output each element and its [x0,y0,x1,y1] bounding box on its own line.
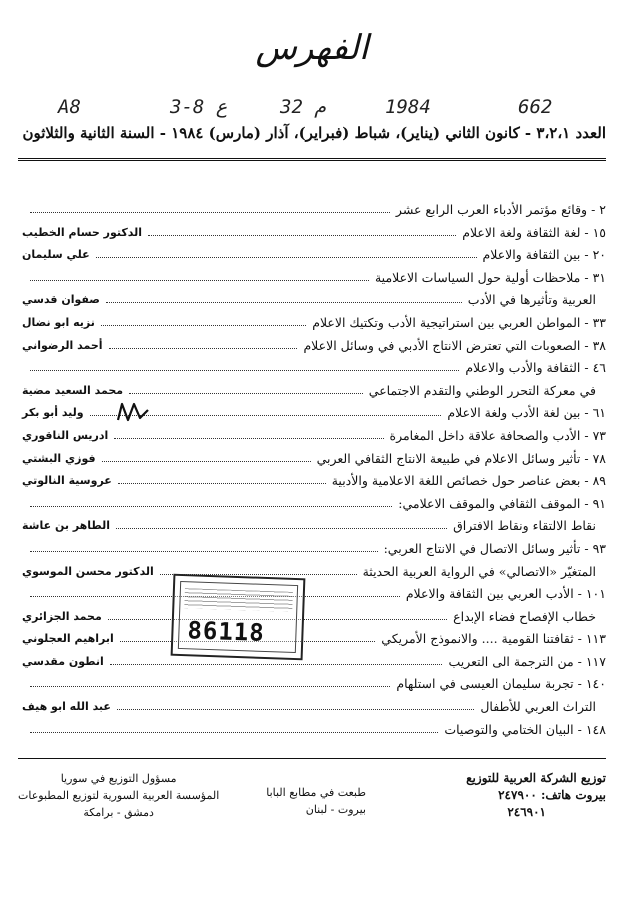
toc-leader-dots [30,551,378,552]
toc-entry-title: التراث العربي للأطفال [480,699,596,715]
toc-leader-dots [118,483,326,484]
toc-entry [22,674,606,697]
toc-entry-author: ادريس الناقوري [22,428,109,442]
handwritten-issue-ref: 3-8 ع [170,96,228,118]
toc-entry [22,223,606,246]
footer-distribution [466,770,606,821]
toc-entry-title: ٧٨ - تأثير وسائل الاعلام في طبيعة الانتاج الثقافي العربي [316,450,606,466]
toc-leader-dots [30,686,390,687]
toc-leader-dots [114,438,384,439]
toc-entry-author: الدكتور حسام الخطيب [22,225,143,239]
toc-entry [22,358,606,381]
toc-leader-dots [30,280,369,281]
footer-line: بيروت هاتف: ٢٤٧٩٠٠ [498,788,606,802]
toc-entry [22,268,606,291]
handwritten-page-number: A8 [58,96,81,118]
toc-entry-author: صفوان قدسي [22,293,100,307]
toc-entry-title: العربية وتأثيرها في الأدب [467,292,596,308]
toc-entry-author: محمد السعيد مضية [22,383,124,397]
toc-entry [22,697,606,720]
stamp-text-lines [184,588,293,612]
toc-entry-author: علي سليمان [22,248,90,262]
toc-leader-dots [117,709,474,710]
toc-entry-author: فوزي البشتي [22,451,96,465]
toc-leader-dots [30,732,438,733]
footer-line: مسؤول التوزيع في سوريا [60,772,177,785]
toc-leader-dots [106,302,462,303]
handwritten-year: 1984 [385,96,431,118]
toc-entry [22,336,606,359]
toc-entry-author: الطاهر بن عاشة [22,519,111,533]
footer-rule [18,758,606,759]
toc-entry-title: ١٥ - لغة الثقافة ولغة الاعلام [462,224,606,240]
toc-entry-author: نزيه ابو نضال [22,315,95,329]
footer-line: بيروت - لبنان [305,803,366,816]
issue-header: العدد ٣،٢،١ - كانون الثاني (يناير)، شباط (فبراير)، آذار (مارس) ١٩٨٤ - السنة الثانية والثلاثون [22,124,606,142]
toc-entry [22,403,606,426]
toc-entry-title: في معركة التحرر الوطني والتقدم الاجتماعي [368,382,596,398]
toc-entry [22,290,606,313]
toc-leader-dots [30,370,459,371]
toc-leader-dots [102,461,311,462]
toc-entry-title: نقاط الالتقاء ونقاط الافتراق [453,518,596,534]
stamp-number: 86118 [187,616,266,647]
handwritten-check-mark-icon [114,398,154,428]
toc-entry [22,426,606,449]
toc-entry [22,313,606,336]
toc-entry [22,471,606,494]
toc-leader-dots [30,506,392,507]
toc-entry-title: ٣١ - ملاحظات أولية حول السياسات الاعلامية [374,269,606,285]
toc-leader-dots [109,348,297,349]
footer-line: طبعت في مطابع البابا [266,786,366,799]
toc-entry-author: محمد الجزائري [22,609,102,623]
toc-entry [22,720,606,743]
toc-entry [22,652,606,675]
toc-entry [22,607,606,630]
toc-entry-title: ٧٣ - الأدب والصحافة علاقة داخل المغامرة [389,427,606,443]
toc-entry [22,539,606,562]
footer-printing [266,784,366,818]
toc-entry-title: ١١٣ - ثقافتنا القومية .... والانموذج الأمريكي [381,631,606,647]
toc-entry [22,584,606,607]
table-of-contents [22,200,606,742]
toc-entry-title: ٢٠ - بين الثقافة والاعلام [482,247,606,263]
footer-line: توزيع الشركة العربية للتوزيع [466,771,606,785]
page-title: الفهرس [255,28,369,68]
toc-entry-author: انطون مقدسي [22,654,104,668]
toc-entry [22,629,606,652]
footer-syria-distribution [18,770,219,821]
toc-entry-author: الدكتور محسن الموسوي [22,564,154,578]
toc-leader-dots [148,235,456,236]
footer [18,770,606,840]
toc-entry [22,381,606,404]
toc-entry-title: خطاب الإفصاح فضاء الإبداع [453,608,596,624]
toc-leader-dots [30,212,390,213]
handwritten-volume: 32 م [280,96,326,118]
footer-line: دمشق - برامكة [83,806,154,819]
footer-line: ٢٤٦٩٠١ [507,805,546,819]
toc-entry-title: ١٤٠ - تجربة سليمان العيسى في استلهام [396,676,606,692]
toc-entry-title: ١٤٨ - البيان الختامي والتوصيات [444,721,606,737]
toc-entry [22,494,606,517]
header-rule [18,158,606,161]
toc-entry-title: ٩١ - الموقف الثقافي والموقف الاعلامي: [398,495,606,511]
toc-entry-title: ١٠١ - الأدب العربي بين الثقافة والاعلام [405,586,606,602]
toc-entry-author: أحمد الرضواني [22,338,103,352]
toc-leader-dots [110,664,442,665]
toc-entry [22,449,606,472]
toc-entry-title: ٦١ - بين لغة الأدب ولغة الاعلام [447,405,606,421]
handwritten-code: 662 [518,96,553,118]
toc-entry-author: عبد الله ابو هيف [22,700,111,714]
toc-entry [22,562,606,585]
toc-entry-title: المتغيّر «الاتصالي» في الرواية العربية الحديثة [362,563,596,579]
toc-entry [22,200,606,223]
footer-line: المؤسسة العربية السورية لتوزيع المطبوعات [18,789,220,802]
toc-leader-dots [101,325,306,326]
toc-leader-dots [129,393,363,394]
toc-leader-dots [96,257,477,258]
toc-entry-author: عروسية النالوتي [22,474,112,488]
toc-entry-title: ١١٧ - من الترجمة الى التعريب [448,653,606,669]
toc-entry-title: ٣٨ - الصعوبات التي تعترض الانتاج الأدبي في وسائل الاعلام [303,337,606,353]
toc-entry-title: ٣٣ - المواطن العربي بين استراتيجية الأدب وتكتيك الاعلام [312,314,606,330]
toc-entry-title: ٨٩ - بعض عناصر حول خصائص اللغة الاعلامية والأدبية [331,473,606,489]
toc-entry [22,245,606,268]
toc-leader-dots [116,528,447,529]
toc-entry [22,516,606,539]
toc-entry-author: ابراهيم العجلوني [22,632,114,646]
toc-entry-author: وليد أبو بكر [22,406,84,420]
toc-entry-title: ٢ - وقائع مؤتمر الأدباء العرب الرابع عشر [395,202,606,217]
toc-entry-title: ٤٦ - الثقافة والأدب والاعلام [465,360,606,376]
toc-entry-title: ٩٣ - تأثير وسائل الاتصال في الانتاج العربي: [383,540,606,556]
library-stamp [171,574,306,661]
